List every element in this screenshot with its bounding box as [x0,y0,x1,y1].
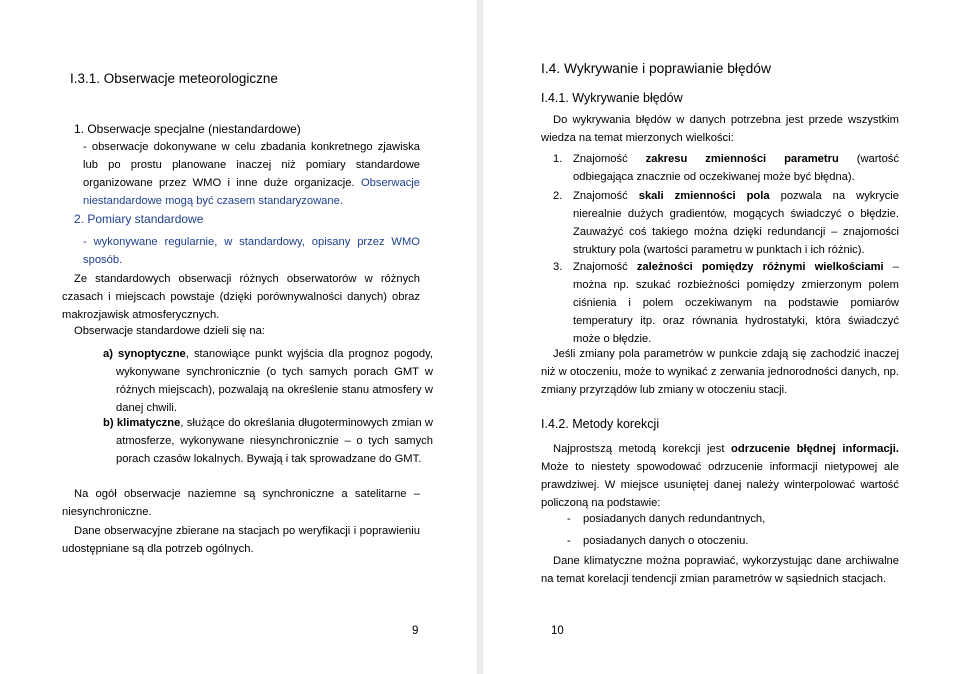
list-number: 3. [553,261,563,273]
sec1-text-a: - obserwacje dokonywane w celu zbadania konkretnego zjawiska lub po prostu planowane inaczej niż pomiary standardowe organizowane przez WMO i inne duże organizacje. [83,141,420,189]
sec1-text-b: Obserwacje niestandardowe mogą być czasem standaryzowane. [83,177,421,207]
section-heading: I.3.1. Obserwacje meteorologiczne [70,71,278,86]
list-item-bold: zakresu zmienności parametru [645,153,839,165]
paragraph-text: Może to niestety spowodować odrzucenie informacji nietypowej ale prawdziwej. W miejsce usuniętej danej należy winterpolować wartość policzoną na podstawie: [541,461,899,509]
section-heading: I.4. Wykrywanie i poprawianie błędów [541,61,771,76]
list-number: 2. [553,190,563,202]
subsection-heading-2: I.4.2. Metody korekcji [541,417,660,431]
list-item-2 [553,187,899,259]
intro-paragraph: Do wykrywania błędów w danych potrzebna jest przede wszystkim wiedza na temat mierzonych wielkości: [541,114,899,144]
list-item-text: pozwala na wykrycie nierealnie dużych gradientów, mogących świadczyć o błędzie. Zauważyć coś takiego można dzięki redundancji – znajomości struktury pola (wartości parametru w punktach i ich różnic). [573,190,899,256]
item-a-text: , stanowiące punkt wyjścia dla prognoz pogody, wykonywane synchronicznie (o tych samych porach GMT w różnych miejscach), pozwalają na określenie stanu atmosfery w danej chwili. [116,348,433,414]
paragraph-3: Na ogół obserwacje naziemne są synchroniczne a satelitarne – niesynchroniczne. [62,488,420,518]
list-item-3 [553,258,899,348]
paragraph-4: Dane obserwacyjne zbierane na stacjach po weryfikacji i poprawieniu udostępniane są dla potrzeb ogólnych. [62,525,420,555]
paragraph-2 [541,440,899,512]
sec2-text: - wykonywane regularnie, w standardowy, opisany przez WMO sposób. [83,236,420,266]
paragraph-text: Najprostszą metodą korekcji jest [553,443,732,455]
right-page [483,0,960,674]
list-item-text: Znajomość [573,261,637,273]
list-item-b [103,414,433,468]
list-item-text: Znajomość [573,190,639,202]
paragraph-3: Dane klimatyczne można poprawiać, wykorzystując dane archiwalne na temat korelacji tendencji zmian parametrów w sąsiednich stacjach. [541,555,899,585]
bullet-item: - posiadanych danych redundantnych, [541,510,899,528]
item-b-text: , służące do określania długoterminowych zmian w atmosferze, wykonywane niesynchronicznie – o tych samych porach czasów lokalnych. Bywają i tak sprowadzane do GMT. [116,417,433,465]
list-item-a [103,345,433,417]
paragraph-2: Obserwacje standardowe dzieli się na: [74,325,265,337]
list-item-bold: zależności pomiędzy różnymi wielkościami [636,261,884,273]
subsection-title-1: 1. Obserwacje specjalne (niestandardowe) [74,122,301,136]
left-page [0,0,477,674]
page-number: 9 [412,625,419,637]
list-item-1 [553,150,899,186]
list-item-text: – można np. szukać rozbieżności pomiędzy zmierzonym polem ciśnienia i polem oczekiwanym na podstawie pomiarów temperatury itp. oraz równania hydrostatyki, która świadczyć może o błędzie. [573,261,899,345]
item-b-label: b) klimatyczne [103,417,181,429]
subsection-title-2: 2. Pomiary standardowe [74,212,204,226]
page-number: 10 [551,625,564,637]
paragraph-1: Jeśli zmiany pola parametrów w punkcie zdają się zachodzić inaczej niż w otoczeniu, może to wynikać z zerwania jednorodności danych, np. zmiany przyrządów lub zmiany w otoczeniu stacji. [541,348,899,396]
list-item-text: Znajomość [573,153,646,165]
paragraph-1: Ze standardowych obserwacji różnych obserwatorów w różnych czasach i miejscach powstaje (dzięki porównywalności danych) obraz makrozjawisk atmosferycznych. [62,273,420,321]
paragraph-bold: odrzucenie błędnej informacji. [731,443,899,455]
sec1-text [83,138,420,210]
bullet-list [541,510,899,550]
item-a-label: a) synoptyczne [103,348,186,360]
bullet-item: - posiadanych danych o otoczeniu. [541,532,899,550]
list-item-bold: skali zmienności pola [638,190,770,202]
list-number: 1. [553,153,563,165]
list-item-text: (wartość odbiegająca znacznie od oczekiwanej może być błędna). [573,153,899,183]
subsection-heading-1: I.4.1. Wykrywanie błędów [541,91,683,105]
